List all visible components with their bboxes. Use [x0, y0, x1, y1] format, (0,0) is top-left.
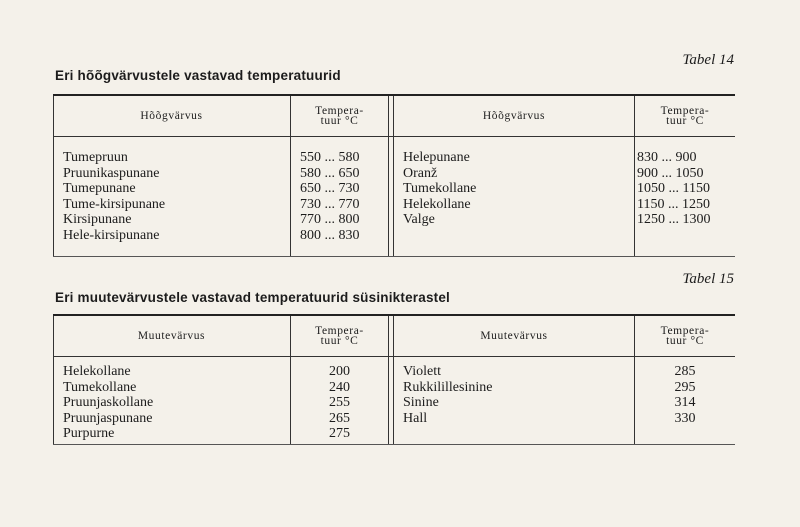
table-14-col-divider-3 — [634, 96, 635, 256]
table-15-left-border — [53, 316, 54, 444]
table-15-left-name: Helekollane — [63, 364, 131, 379]
table-14-left-name: Pruunikaspunane — [63, 165, 160, 181]
table-14-right-name: Oranž — [403, 165, 438, 181]
table-14-title: Eri hõõgvärvustele vastavad temperatuurid — [55, 68, 341, 83]
table-14-label: Tabel 14 — [682, 52, 734, 68]
header-temp-left — [291, 96, 388, 136]
table-14-left-temp: 770 ... 800 — [300, 212, 360, 227]
table-15-right-name: Rukkilillesinine — [403, 379, 493, 395]
table-15-left-name: Pruunjaskollane — [63, 395, 154, 410]
header-temp-left-line1: Tempera- — [315, 325, 364, 337]
table-14-left-name: Kirsipunane — [63, 212, 132, 227]
table-15 — [53, 314, 735, 445]
table-15-left-name: Tumekollane — [63, 379, 137, 395]
table-15-right-temp: 330 — [674, 410, 696, 426]
table-14-right-name: Tumekollane — [403, 181, 477, 196]
table-14-col-divider-1 — [290, 96, 291, 256]
table-15-left-temp: 265 — [329, 410, 350, 426]
table-15-right-temps — [635, 364, 735, 426]
table-15-header — [53, 316, 735, 357]
header-temp-left — [291, 316, 388, 356]
table-14-header — [53, 96, 735, 137]
table-14-right-names — [403, 150, 476, 228]
table-14-left-temp: 650 ... 730 — [300, 181, 360, 196]
table-15-right-name: Sinine — [403, 395, 439, 410]
table-15-title: Eri muutevärvustele vastavad temperatuurid süsinikterastel — [55, 290, 451, 305]
header-temp-left-line1: Tempera- — [315, 105, 364, 117]
table-15-right-temp: 285 — [674, 364, 696, 379]
table-14-right-temp: 1250 ... 1300 — [637, 212, 711, 227]
table-14-left-border — [53, 96, 54, 256]
table-14-right-name: Helekollane — [403, 196, 471, 212]
table-15-left-name: Purpurne — [63, 426, 115, 441]
table-14-left-names — [63, 150, 165, 243]
header-temp-right — [635, 96, 735, 136]
table-14-double-divider — [388, 96, 394, 256]
header-color-right: Hõõgvärvus — [482, 110, 546, 122]
table-15-right-name: Hall — [403, 410, 428, 426]
table-15-left-temps — [291, 364, 388, 442]
table-14-left-temp: 580 ... 650 — [300, 165, 360, 181]
table-14-right-temp: 1050 ... 1150 — [637, 181, 710, 196]
table-14-left-temp: 550 ... 580 — [300, 150, 360, 165]
header-color-right: Muutevärvus — [480, 330, 548, 342]
table-15-double-divider — [388, 316, 394, 444]
table-15-right-temp: 295 — [674, 379, 696, 395]
header-temp-left-line2: tuur °C — [320, 115, 359, 127]
table-14-right-name: Helepunane — [403, 150, 470, 165]
table-14-right-temps — [637, 150, 711, 228]
header-temp-right — [635, 316, 735, 356]
table-14-left-name: Tumepunane — [63, 181, 136, 196]
header-temp-right-line1: Tempera- — [660, 325, 710, 337]
table-14-left-name: Tumepruun — [63, 150, 128, 165]
table-14-left-name: Tume-kirsipunane — [63, 196, 166, 212]
table-14-left-name: Hele-kirsipunane — [63, 227, 160, 243]
table-15-left-name: Pruunjaspunane — [63, 410, 153, 426]
table-15-right-temp: 314 — [674, 395, 696, 410]
table-15-left-names — [63, 364, 153, 442]
header-temp-right-line1: Tempera- — [660, 105, 710, 117]
table-15-left-temp: 200 — [329, 364, 350, 379]
table-14-right-temp: 1150 ... 1250 — [637, 196, 710, 212]
table-15-left-temp: 275 — [329, 426, 350, 441]
header-color-left: Muutevärvus — [137, 330, 206, 342]
table-14-right-temp: 900 ... 1050 — [637, 165, 704, 181]
table-15-left-temp: 255 — [329, 395, 350, 410]
header-temp-right-line2: tuur °C — [666, 115, 704, 127]
table-15-label: Tabel 15 — [682, 271, 734, 287]
header-temp-left-line2: tuur °C — [320, 335, 359, 347]
table-14 — [53, 94, 735, 257]
table-15-right-names — [403, 364, 492, 426]
header-color-left: Hõõgvärvus — [140, 110, 203, 122]
table-14-right-name: Valge — [403, 212, 435, 227]
table-14-left-temps — [300, 150, 360, 243]
table-14-left-temp: 730 ... 770 — [300, 196, 360, 212]
table-14-right-temp: 830 ... 900 — [637, 150, 697, 165]
table-15-right-name: Violett — [403, 364, 442, 379]
header-temp-right-line2: tuur °C — [666, 335, 704, 347]
table-15-left-temp: 240 — [329, 379, 350, 395]
table-14-left-temp: 800 ... 830 — [300, 227, 360, 243]
